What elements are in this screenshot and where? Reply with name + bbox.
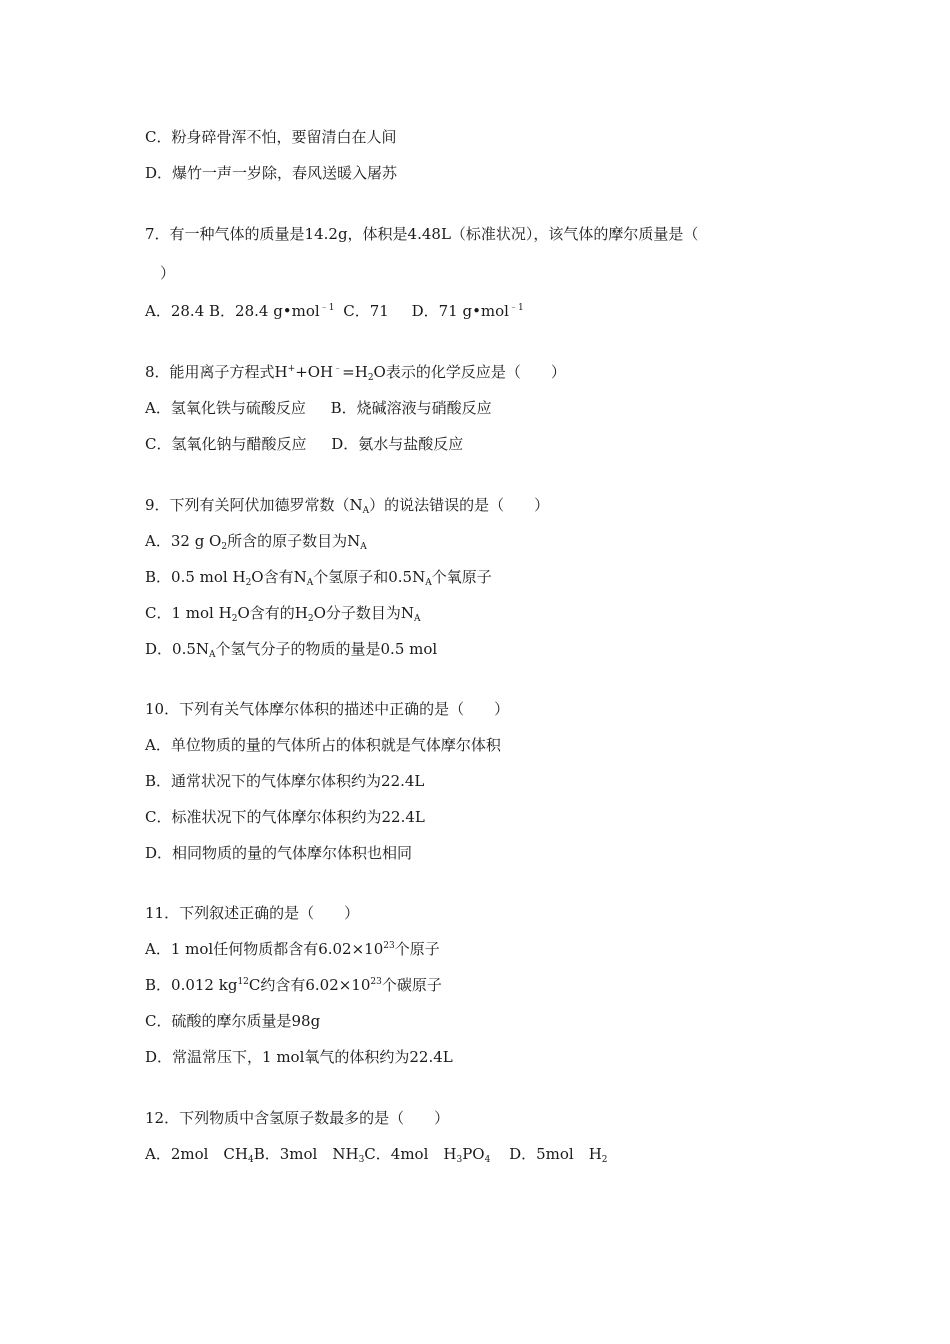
question-text: ） (160, 264, 176, 282)
option-d: D．5mol $H_2$ (509, 1145, 608, 1165)
q12-options (145, 1144, 608, 1164)
q9-option-c: C．1 mol $H_2O$含有的$H_2O$分子数目为$N_A$ (145, 604, 421, 624)
option-a: A．氢氧化铁与硫酸反应 (145, 399, 306, 417)
question-text: 7．有一种气体的质量是14.2g，体积是4.48L（标准状况），该气体的摩尔质量是（ (145, 225, 699, 243)
q8-options-ab (145, 398, 492, 418)
q9-option-a: A．32 g $O_2$所含的原子数目为$N_A$ (145, 532, 367, 552)
question-text: 12．下列物质中含氢原子数最多的是（ ） (145, 1109, 450, 1127)
q12-stem (145, 1108, 449, 1128)
option-d: D．71 g•mol$^{﹣1}$ (411, 302, 524, 320)
q10-stem (145, 699, 509, 719)
q11-option-c: C．硫酸的摩尔质量是98g (145, 1012, 321, 1030)
question-text: 11．下列叙述正确的是（ ） (145, 904, 360, 922)
q11-option-a: A．1 mol任何物质都含有$6.02\times 10^{23}$个原子 (145, 940, 440, 958)
q8-options-cd (145, 434, 463, 454)
q11-stem (145, 903, 359, 923)
q10-option-b: B．通常状况下的气体摩尔体积约为22.4L (145, 772, 425, 790)
q10-option-a: A．单位物质的量的气体所占的体积就是气体摩尔体积 (145, 736, 501, 754)
q7-stem-end (160, 263, 175, 283)
q7-options (145, 301, 524, 321)
q9-stem: 9．下列有关阿伏加德罗常数$(N_A)$的说法错误的是（ ） (145, 496, 550, 516)
option-d: D．氨水与盐酸反应 (331, 435, 464, 453)
option-text: C．粉身碎骨浑不怕，要留清白在人间 (145, 128, 397, 146)
option-c: C．4mol $H_3PO_4$ (364, 1145, 491, 1165)
q6-option-d (145, 163, 397, 183)
q11-option-d: D．常温常压下，1 mol氧气的体积约为22.4L (145, 1048, 453, 1066)
q10-option-d: D．相同物质的量的气体摩尔体积也相同 (145, 844, 413, 862)
option-c: C．氢氧化钠与醋酸反应 (145, 435, 307, 453)
option-b: B．28.4 g•mol$^{﹣1}$ (209, 302, 335, 320)
option-b: B．烧碱溶液与硝酸反应 (330, 399, 492, 417)
q9-option-b: B．0.5 mol $H_2O$含有$N_A$个氢原子和$0.5N_A$个氧原子 (145, 568, 492, 588)
question-text: 10．下列有关气体摩尔体积的描述中正确的是（ ） (145, 700, 510, 718)
q6-option-c (145, 127, 396, 147)
option-a: A．2mol $CH_4$ (145, 1145, 254, 1165)
option-a: A．28.4 (145, 302, 205, 320)
q7-stem (145, 224, 698, 244)
option-text: D．爆竹一声一岁除，春风送暖入屠苏 (145, 164, 398, 182)
option-b: B．3mol $NH_3$ (253, 1145, 365, 1165)
q8-stem: 8．能用离子方程式$H^++OH^﹣=H_2O$表示的化学反应是（ ） (145, 363, 566, 383)
option-c: C．71 (343, 302, 389, 320)
q11-option-b: B．0.012 $kg^{12}C$约含有$6.02\times 10^{23}$个碳原子 (145, 976, 442, 994)
q10-option-c: C．标准状况下的气体摩尔体积约为22.4L (145, 808, 425, 826)
q9-option-d: D．$0.5N_A$个氢气分子的物质的量是0.5 mol (145, 640, 438, 660)
